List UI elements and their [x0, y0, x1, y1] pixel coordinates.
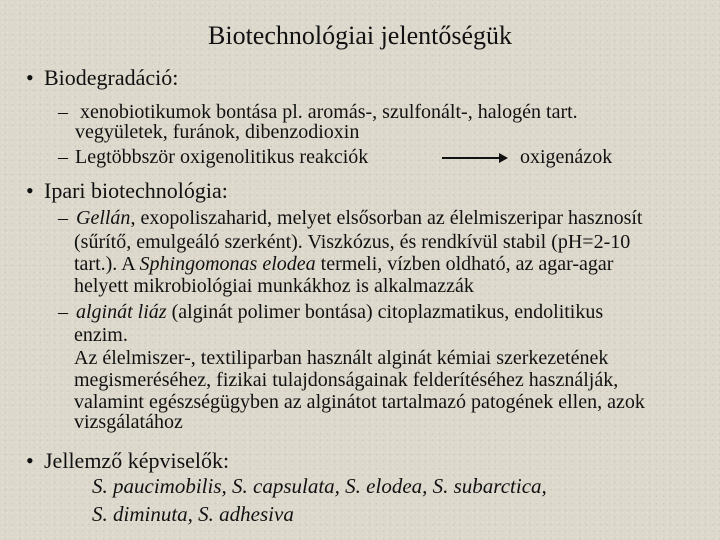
list-item: Legtöbbször oxigenolitikus reakciók — [75, 146, 369, 168]
section-heading-industrial: Ipari biotechnológia: — [44, 178, 228, 203]
text: , exopoliszaharid, melyet elsősorban az élelmiszeripar hasznosít — [130, 207, 643, 229]
term-gellan: Gellán — [76, 207, 131, 229]
species-list-line: S. paucimobilis, S. capsulata, S. elodea, S. subarctica, — [92, 474, 547, 498]
slide-title: Biotechnológiai jelentőségük — [208, 21, 512, 50]
term-alginate-lyase: alginát liáz — [76, 301, 167, 323]
list-item-continuation: vegyületek, furánok, dibenzodioxin — [75, 121, 360, 143]
dash: – — [58, 207, 68, 229]
list-item: xenobiotikumok bontása pl. aromás-, szulfonált-, halogén tart. — [80, 101, 578, 123]
text-line: (sűrítő, emulgeáló szerként). Viszkózus, és rendkívül stabil (pH=2-10 — [74, 231, 631, 253]
dash: – — [58, 146, 68, 168]
list-item-gellan — [76, 206, 642, 230]
text-line: vizsgálatához — [74, 411, 183, 433]
bullet: • — [26, 448, 34, 473]
text-line — [74, 252, 613, 276]
text-line: helyett mikrobiológiai munkákhoz is alkalmazzák — [74, 275, 474, 297]
text: tart.). A — [74, 253, 140, 275]
arrow-right-icon — [442, 157, 500, 159]
text-line: megismeréséhez, fizikai tulajdonságainak felderítéséhez használják, — [74, 369, 619, 391]
text: (alginát polimer bontása) citoplazmatikus, endolitikus — [166, 301, 604, 323]
text-line: enzim. — [74, 324, 128, 346]
arrow-target: oxigenázok — [520, 146, 613, 168]
text: termeli, vízben oldható, az agar-agar — [315, 253, 614, 275]
text-line: Az élelmiszer-, textiliparban használt alginát kémiai szerkezetének — [74, 347, 609, 369]
section-heading-representatives: Jellemző képviselők: — [44, 448, 230, 473]
section-heading-biodegradation: Biodegradáció: — [44, 65, 179, 90]
species-name: Sphingomonas elodea — [139, 253, 316, 275]
list-item-alginate — [76, 300, 603, 324]
bullet: • — [26, 178, 34, 203]
dash: – — [58, 301, 68, 323]
text-line: valamint egészségügyben az alginátot tartalmazó patogének ellen, azok — [74, 391, 645, 413]
species-list-line: S. diminuta, S. adhesiva — [92, 502, 294, 526]
bullet: • — [26, 65, 34, 90]
dash: – — [58, 101, 68, 123]
